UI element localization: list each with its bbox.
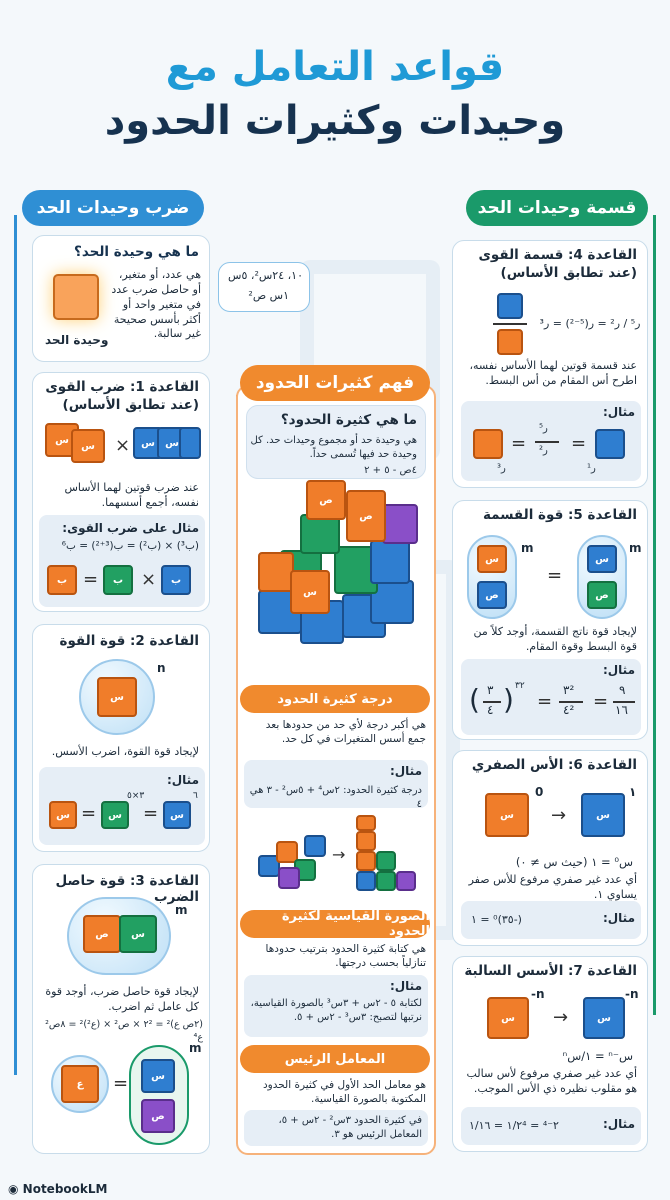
rule1-example-eq: (ب³) × (ب²) = ب(³⁺²) = ب⁶ <box>61 540 199 552</box>
leading-coefficient-example-box <box>244 1110 428 1146</box>
what-is-polynomial-card <box>246 405 426 479</box>
rule4-card <box>452 240 648 488</box>
cube-b: ب <box>103 565 133 595</box>
rule4-example-part: ر⁵ <box>539 423 548 434</box>
exponent-neg-n: -n <box>625 987 639 1001</box>
rule3-title: القاعدة 3: قوة حاصل الضرب <box>55 873 199 905</box>
exponent-6: ٦ <box>193 791 198 801</box>
page-title-line1: قواعد التعامل مع <box>165 44 505 90</box>
cube-s: س <box>45 423 79 457</box>
cube-s: س <box>101 801 129 829</box>
rule6-text-eq: س⁰ = ١ (حيث س ≠ ٠) <box>515 855 633 869</box>
rule1-example-label: مثال على ضرب القوى: <box>62 521 199 535</box>
cube <box>595 429 625 459</box>
cube <box>356 871 376 891</box>
rule7-text-eq: س⁻ⁿ = ١/سⁿ <box>562 1049 633 1063</box>
cube-s: ص <box>587 581 617 609</box>
exponent-neg-n: -n <box>531 987 545 1001</box>
rule2-title: القاعدة 2: قوة القوة <box>59 633 199 649</box>
standard-form-example: لكتابة ٥ - ٢س + ٣س³ بالصورة القياسية، نرتبها لتصبح: ٣س³ - ٢س + ٥. <box>250 998 422 1023</box>
rule6-text: أي عدد غير صفري مرفوع للأس صفر يساوي ١. <box>468 873 637 901</box>
cube <box>473 429 503 459</box>
what-is-polynomial-eq: ٤ص - ٥ + ٢ <box>364 465 417 476</box>
cube-s: ص <box>83 915 121 953</box>
page-title-line2: وحيدات وكثيرات الحدود <box>104 98 566 144</box>
cube-s: ص <box>141 1099 175 1133</box>
rule4-subtitle: (عند تطابق الأساس) <box>500 265 637 281</box>
degree-text: هي أكبر درجة لأي حد من حدودها بعد جمع أسس المتغيرات في كل حد. <box>265 719 426 746</box>
rule5-example-part: ٤ <box>487 703 494 717</box>
exponent-n: n <box>157 661 166 675</box>
rule4-example-label: مثال: <box>602 405 635 419</box>
rule4-eq: ر⁵ / ر² = ر(⁵⁻²) = ر³ <box>539 317 641 330</box>
rule5-card <box>452 500 648 740</box>
rule3-text: لإيجاد قوة حاصل ضرب، أوجد قوة كل عامل ثم اضرب. <box>45 985 199 1013</box>
cube <box>356 851 376 871</box>
arrow-icon: → <box>553 1007 569 1028</box>
cube-s: س <box>133 427 163 459</box>
what-is-monomial-card <box>32 235 210 362</box>
leading-coefficient-text: هو معامل الحد الأول في كثيرة الحدود المكتوبة بالصورة القياسية. <box>262 1079 426 1106</box>
cube-s: ص <box>306 480 346 520</box>
fraction-bar <box>493 323 527 325</box>
cube-s <box>179 427 201 459</box>
cube <box>382 504 418 544</box>
equals-sign: = <box>83 569 99 590</box>
cube <box>497 293 523 319</box>
standard-form-section-header: الصورة القياسية لكثيرة الحدود <box>240 910 430 938</box>
equals-sign: = <box>547 565 563 586</box>
what-is-monomial-title: ما هي وحيدة الحد؟ <box>73 244 199 260</box>
left-connector-line <box>14 215 17 1075</box>
cube-s: س <box>487 997 529 1039</box>
rule5-example-exponent: ٣٢ <box>515 681 525 691</box>
polynomial-cubes-illustration <box>250 470 430 670</box>
cube <box>258 552 294 592</box>
center-column-header: فهم كثيرات الحدود <box>240 365 430 401</box>
standard-form-example-label: مثال: <box>389 979 422 993</box>
cube-s: س <box>583 997 625 1039</box>
rule7-card <box>452 956 648 1152</box>
rule6-example-box <box>461 901 641 939</box>
monomial-examples-line2: ١س ص² <box>248 289 289 302</box>
rule7-example-box <box>461 1107 641 1145</box>
rule5-example-part: ١٦ <box>615 703 628 717</box>
rule4-title: القاعدة 4: قسمة القوى <box>478 247 637 263</box>
rule5-example-part: ٩ <box>619 683 626 697</box>
rule3-card <box>32 864 210 1154</box>
exponent-1: ١ <box>629 785 637 799</box>
rule5-example-part: ٤² <box>563 703 575 717</box>
paren-close: ) <box>503 683 514 716</box>
cube <box>396 871 416 891</box>
cube-a: ع <box>61 1065 99 1103</box>
arrow-icon: → <box>551 805 567 826</box>
rule5-example-part: ٣² <box>563 683 575 697</box>
equals-sign: = <box>571 433 587 454</box>
equals-sign: = <box>537 691 553 712</box>
monomial-cube-icon <box>53 274 99 320</box>
cube-b: ب <box>161 565 191 595</box>
rule1-text: عند ضرب قوتين لهما الأساس نفسه، أجمع أسسهما. <box>64 481 199 509</box>
cube-s: س <box>485 793 529 837</box>
rule6-title: القاعدة 6: الأس الصفري <box>471 757 637 773</box>
footer-brand: NotebookLM <box>22 1182 108 1196</box>
cube-s: س <box>477 545 507 573</box>
rule2-example-box <box>39 767 205 845</box>
cube-s: س <box>97 677 137 717</box>
cube-s: س <box>157 427 187 459</box>
notebooklm-icon: ◉ <box>8 1182 23 1196</box>
monomial-caption: وحيدة الحد <box>45 333 109 347</box>
rule7-text: أي عدد غير صفري مرفوع لأس سالب هو مقلوب نظيره ذي الأس الموجب. <box>466 1067 637 1095</box>
arrow-icon: → <box>332 845 346 864</box>
rule7-title: القاعدة 7: الأسس السالبة <box>464 963 637 979</box>
leading-coefficient-section-header: المعامل الرئيس <box>240 1045 430 1073</box>
degree-example: درجة كثيرة الحدود: ٢س⁴ + ٥س² - ٣ هي ٤ <box>249 785 422 810</box>
cube <box>356 831 376 851</box>
rule4-example-part: ر³ <box>497 463 506 474</box>
exponent-m: m <box>629 541 642 555</box>
rule5-example-label: مثال: <box>602 663 635 677</box>
rule5-example-part: ٣ <box>487 683 494 697</box>
fraction-bar <box>535 441 559 443</box>
rule6-example-label: مثال: <box>602 911 635 925</box>
rule7-example: ٢⁻⁴ = ١/٢⁴ = ١/١٦ <box>469 1119 559 1132</box>
cube <box>376 851 396 871</box>
rule5-example-box <box>461 659 641 735</box>
rule7-example-label: مثال: <box>602 1117 635 1131</box>
rule1-card <box>32 372 210 612</box>
degree-example-label: مثال: <box>389 764 422 778</box>
rule5-text: لإيجاد قوة ناتج القسمة، أوجد كلاً من قوة البسط وقوة المقام. <box>473 625 637 653</box>
equals-sign: = <box>593 691 609 712</box>
cube-b: ب <box>47 565 77 595</box>
cube <box>370 540 410 584</box>
paren-open: ( <box>469 683 480 716</box>
what-is-polynomial-title: ما هي كثيرة الحدود؟ <box>280 412 417 428</box>
exponent-m: m <box>189 1041 202 1055</box>
rule6-example: (-٣٥)⁰ = ١ <box>471 913 522 926</box>
sorting-illustration <box>248 815 428 905</box>
rule2-text: لإيجاد قوة القوة، اضرب الأسس. <box>51 745 199 758</box>
rule1-title: القاعدة 1: ضرب القوى <box>45 379 199 395</box>
equals-sign: = <box>143 803 159 824</box>
standard-form-text: هي كتابة كثيرة الحدود بترتيب حدودها تنازلياً بحسب درجتها. <box>265 943 426 970</box>
rule5-title: القاعدة 5: قوة القسمة <box>482 507 637 523</box>
rule4-example-part: ر² <box>539 445 548 456</box>
cube-s: س <box>71 429 105 463</box>
rule4-example-box <box>461 401 641 481</box>
right-connector-line <box>653 215 656 1015</box>
equals-sign: = <box>511 433 527 454</box>
rule6-card <box>452 750 648 946</box>
monomial-examples-bubble <box>218 262 310 312</box>
cube-s: س <box>49 801 77 829</box>
exponent-mul: ٣×٥ <box>127 791 145 801</box>
exponent-0: 0 <box>535 785 544 799</box>
cube-s: ص <box>346 490 386 542</box>
what-is-monomial-text: هي عدد، أو متغير، أو حاصل ضرب عدد في متغير واحد أو أكثر بأسس صحيحة غير سالبة. <box>111 268 201 341</box>
cube <box>300 514 340 554</box>
what-is-polynomial-text: هي وحيدة حد أو مجموع وحيدات حد. كل وحيدة حد فيها تُسمى حداً. <box>250 435 417 460</box>
monomial-examples-line1: ١٠، ٢٤س²، ٥س <box>228 269 303 282</box>
equals-sign: = <box>113 1073 129 1094</box>
notebooklm-logo <box>8 1182 107 1196</box>
cube <box>497 329 523 355</box>
cube <box>356 815 376 831</box>
cube-s: س <box>581 793 625 837</box>
rule3-eq: (٢ص ع)² = ٢² × ص² × (ع²)² = ٨ص² ع⁴ <box>45 1019 203 1043</box>
cube-s: س <box>587 545 617 573</box>
rule4-example-part: ر¹ <box>587 463 596 474</box>
right-column-header: قسمة وحيدات الحد <box>466 190 648 226</box>
cube-s: س <box>290 570 330 614</box>
leading-coefficient-example: في كثيرة الحدود ٣س² - ٢س + ٥، المعامل الرئيس هو ٣. <box>278 1115 422 1140</box>
cube <box>278 867 300 889</box>
cube <box>376 871 396 891</box>
rule1-subtitle: (عند تطابق الأساس) <box>62 397 199 413</box>
degree-example-box <box>244 760 428 808</box>
multiply-sign: × <box>115 435 131 456</box>
equals-sign: = <box>81 803 97 824</box>
rule4-text: عند قسمة قوتين لهما الأساس نفسه، اطرح أس المقام من أس البسط. <box>469 359 637 387</box>
exponent-m: m <box>175 903 188 917</box>
cube-s: س <box>141 1059 175 1093</box>
degree-section-header: درجة كثيرة الحدود <box>240 685 430 713</box>
multiply-sign: × <box>141 569 157 590</box>
rule2-example-label: مثال: <box>166 773 199 787</box>
rule2-card <box>32 624 210 852</box>
exponent-m: m <box>521 541 534 555</box>
rule1-example-box <box>39 515 205 607</box>
cube-s: س <box>119 915 157 953</box>
standard-form-example-box <box>244 975 428 1037</box>
cube-s: س <box>163 801 191 829</box>
cube <box>304 835 326 857</box>
cube-s: ص <box>477 581 507 609</box>
left-column-header: ضرب وحيدات الحد <box>22 190 204 226</box>
